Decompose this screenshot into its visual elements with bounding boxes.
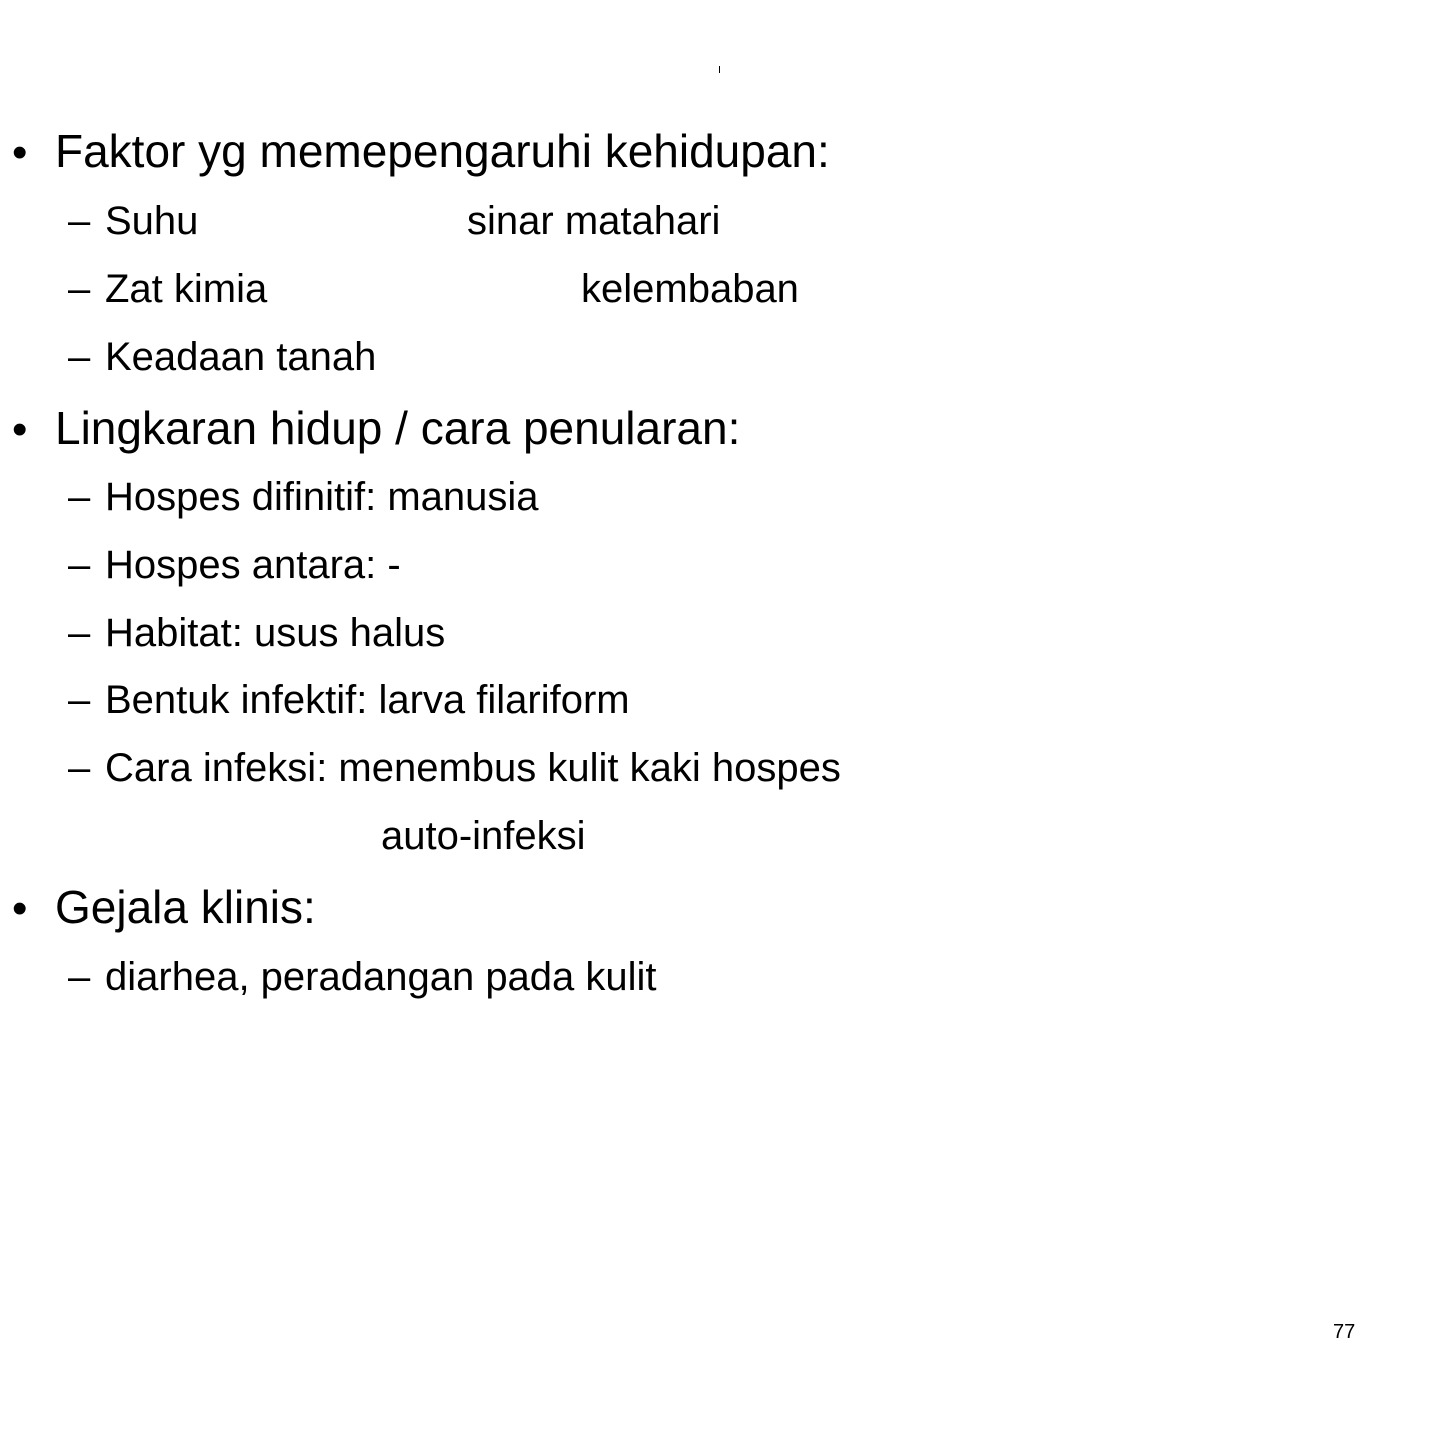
dash-icon: – <box>68 611 91 655</box>
list-item-hospes-antara: Hospes antara: - <box>105 543 401 587</box>
page-number: 77 <box>1333 1321 1356 1343</box>
bullet-icon: • <box>12 405 28 454</box>
list-item-diarhea: diarhea, peradangan pada kulit <box>105 955 657 999</box>
list-item-hospes-difinitif: Hospes difinitif: manusia <box>105 475 539 519</box>
bullet-icon: • <box>12 884 28 933</box>
dash-icon: – <box>68 267 91 311</box>
list-item-sinar-matahari: sinar matahari <box>467 199 721 243</box>
list-item-habitat: Habitat: usus halus <box>105 611 446 655</box>
dash-icon: – <box>68 199 91 243</box>
section-heading-life-cycle: Lingkaran hidup / cara penularan: <box>55 402 741 454</box>
list-item-zat-kimia: Zat kimia <box>105 267 268 311</box>
bullet-icon: • <box>12 128 28 177</box>
dash-icon: – <box>68 475 91 519</box>
dash-icon: – <box>68 746 91 790</box>
list-item-cara-infeksi: Cara infeksi: menembus kulit kaki hospes <box>105 746 841 790</box>
dash-icon: – <box>68 335 91 379</box>
section-heading-factors: Faktor yg memepengaruhi kehidupan: <box>55 125 830 177</box>
section-heading-symptoms: Gejala klinis: <box>55 881 316 933</box>
list-item-bentuk-infektif: Bentuk infektif: larva filariform <box>105 678 630 722</box>
dash-icon: – <box>68 543 91 587</box>
top-tick-mark <box>719 66 720 73</box>
list-item-auto-infeksi: auto-infeksi <box>381 814 586 858</box>
dash-icon: – <box>68 955 91 999</box>
list-item-suhu: Suhu <box>105 199 199 243</box>
list-item-keadaan-tanah: Keadaan tanah <box>105 335 377 379</box>
dash-icon: – <box>68 678 91 722</box>
list-item-kelembaban: kelembaban <box>581 267 799 311</box>
